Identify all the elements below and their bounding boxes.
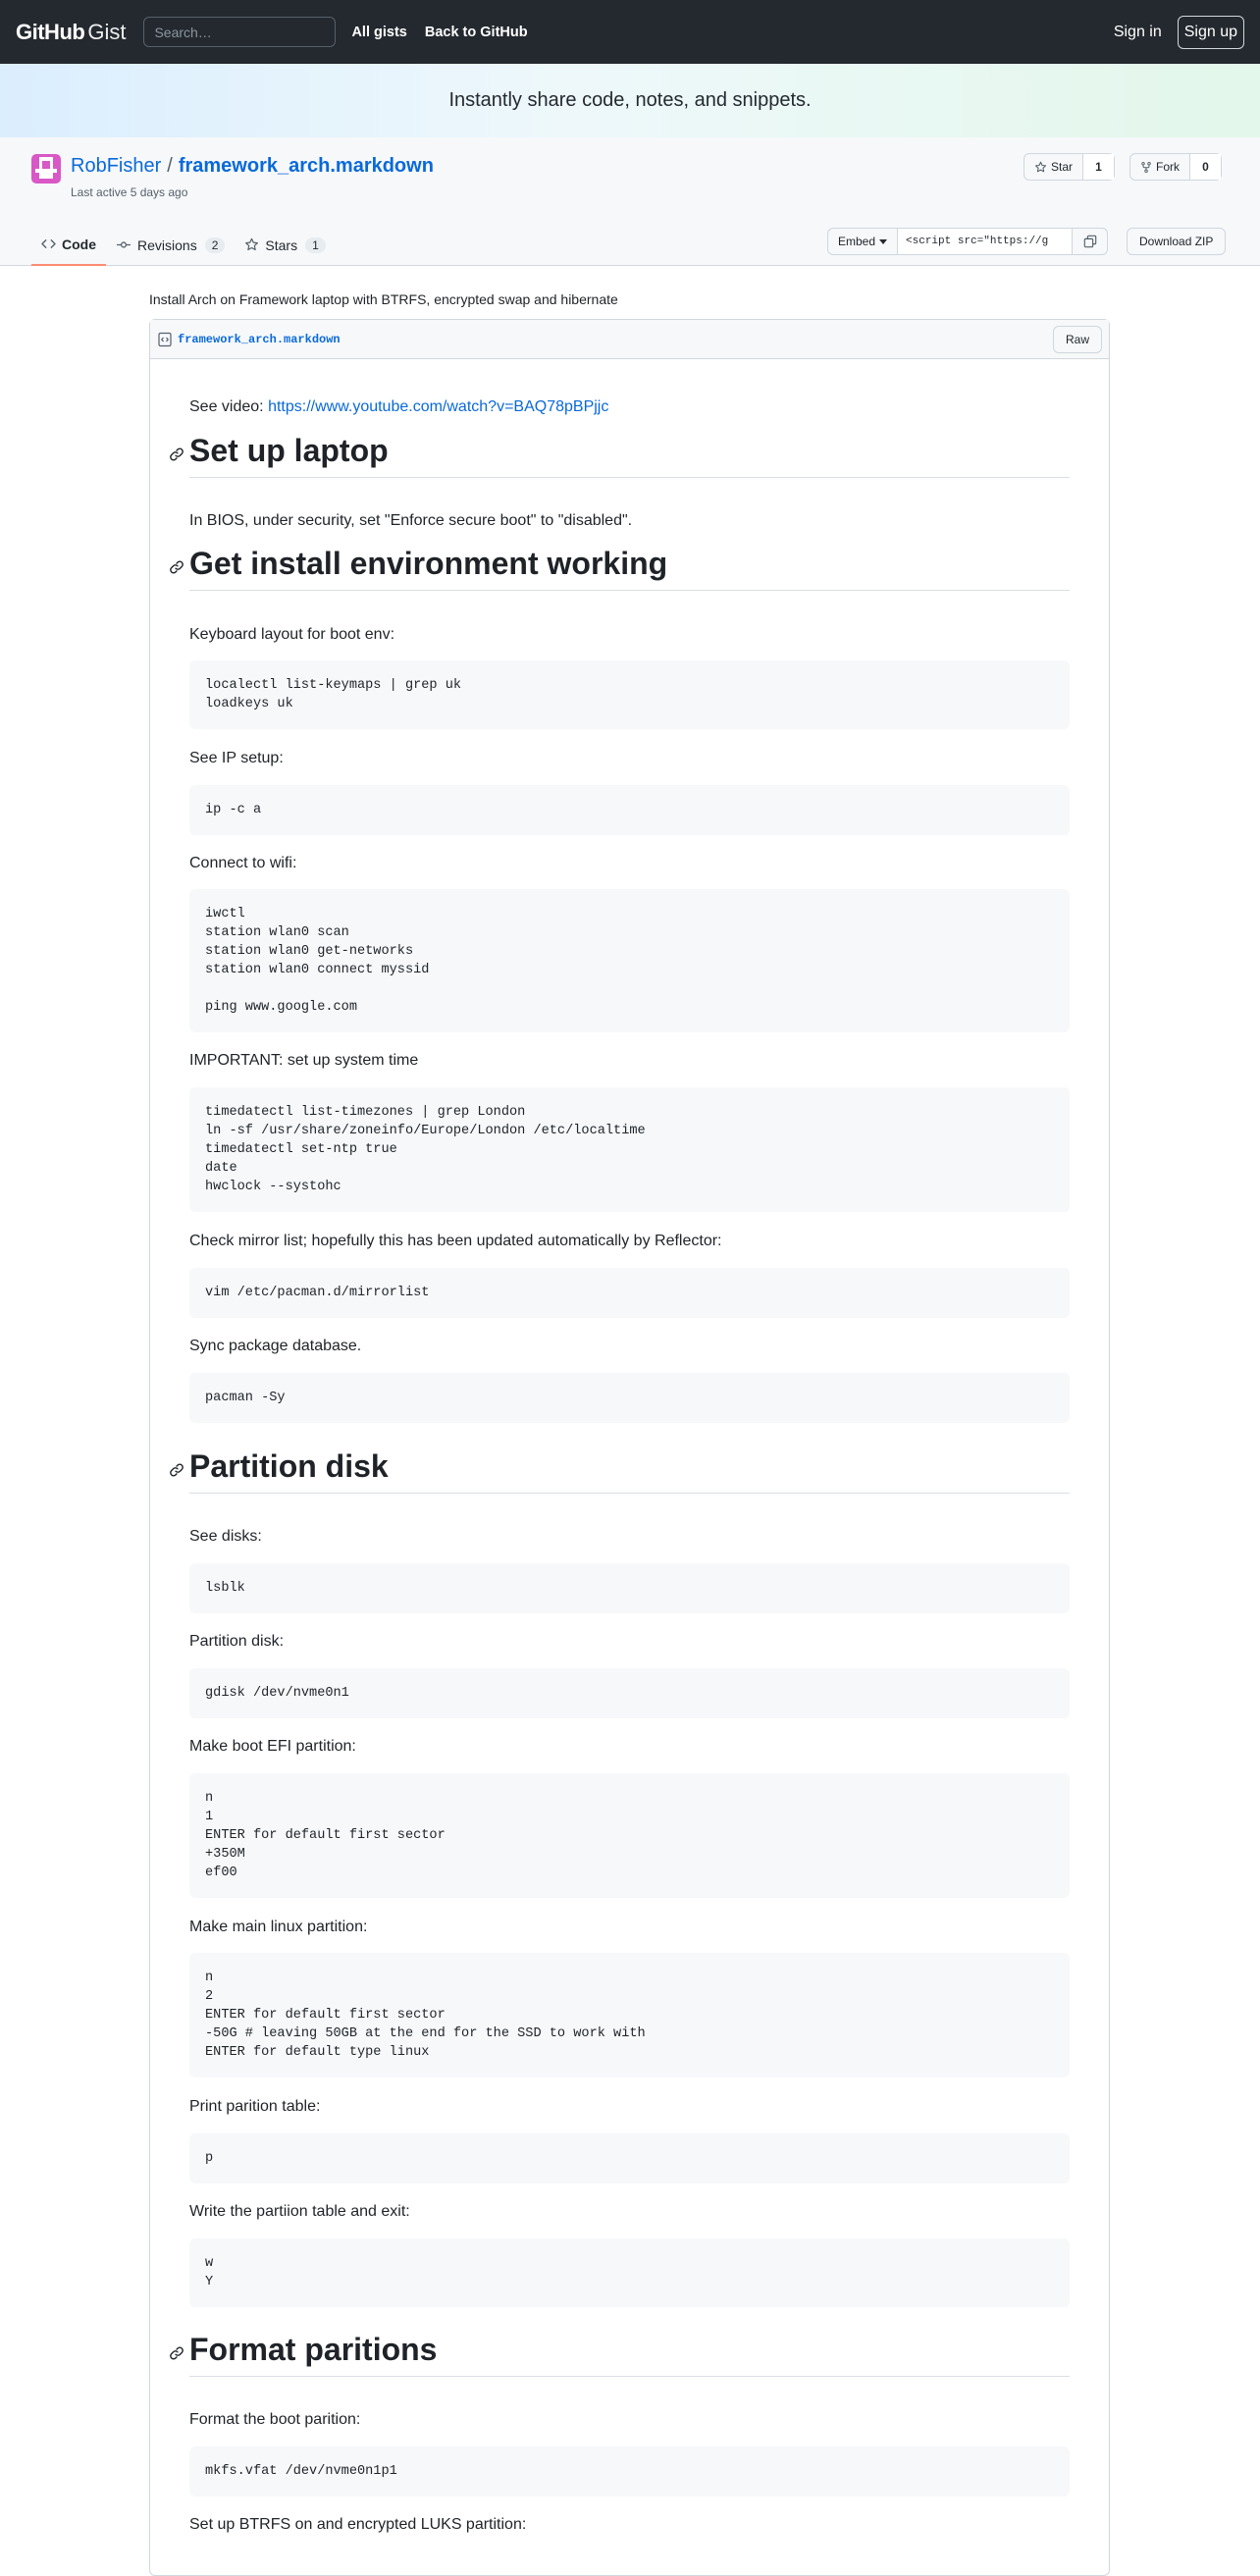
partition-disk-paragraph: Partition disk: xyxy=(189,1633,285,1650)
commit-icon xyxy=(116,238,131,251)
format-boot-paragraph: Format the boot parition: xyxy=(189,2411,361,2428)
code-line: localectl list-keymaps | grep uk xyxy=(205,678,462,693)
fork-icon xyxy=(1140,161,1152,174)
code-line: ef00 xyxy=(205,1866,237,1880)
raw-button[interactable]: Raw xyxy=(1053,326,1102,353)
code-line: 2 xyxy=(205,1989,214,2004)
code-line: +350M xyxy=(205,1847,245,1862)
code-block-ip xyxy=(189,785,1070,835)
code-line: n xyxy=(205,1791,214,1806)
ip-paragraph: See IP setup: xyxy=(189,750,284,766)
copy-button[interactable] xyxy=(1073,228,1108,255)
code-line: pacman -Sy xyxy=(205,1391,286,1405)
fork-button-group xyxy=(1129,153,1222,181)
title-separator: / xyxy=(167,155,173,177)
gist-description: Install Arch on Framework laptop with BTRFS, encrypted swap and hibernate xyxy=(149,291,618,307)
code-line: -50G # leaving 50GB at the end for the SSD to work with xyxy=(205,2026,646,2041)
code-icon xyxy=(41,237,56,250)
code-block-mkfs xyxy=(189,2446,1070,2497)
file-box xyxy=(149,319,1110,2576)
heading-set-up-laptop xyxy=(189,433,1070,478)
gist-title xyxy=(71,155,434,178)
heading-text: Set up laptop xyxy=(189,433,389,468)
star-count[interactable]: 1 xyxy=(1082,154,1114,180)
banner-text: Instantly share code, notes, and snippets. xyxy=(448,89,812,111)
tab-revisions[interactable] xyxy=(106,224,235,266)
code-line: n xyxy=(205,1971,214,1985)
last-active-text: Last active 5 days ago xyxy=(71,185,188,199)
code-line: vim /etc/pacman.d/mirrorlist xyxy=(205,1286,430,1300)
heading-partition-disk xyxy=(189,1448,1070,1494)
fork-label: Fork xyxy=(1156,160,1180,174)
video-prefix: See video: xyxy=(189,398,269,415)
code-line: 1 xyxy=(205,1810,214,1824)
code-line: station wlan0 get-networks xyxy=(205,944,414,959)
nav-all-gists[interactable]: All gists xyxy=(351,24,407,40)
wifi-paragraph: Connect to wifi: xyxy=(189,855,297,871)
code-block-efi xyxy=(189,1773,1070,1898)
revisions-counter: 2 xyxy=(205,237,226,253)
heading-format-partitions xyxy=(189,2332,1070,2377)
fork-count[interactable]: 0 xyxy=(1189,154,1221,180)
code-line: ip -c a xyxy=(205,803,262,817)
github-gist-logo[interactable] xyxy=(16,20,126,45)
code-line: timedatectl list-timezones | grep London xyxy=(205,1105,526,1120)
sign-up-button[interactable]: Sign up xyxy=(1178,16,1244,49)
heading-text: Format paritions xyxy=(189,2332,438,2367)
star-icon xyxy=(244,237,259,252)
code-block-wifi xyxy=(189,889,1070,1032)
gist-name-link[interactable]: framework_arch.markdown xyxy=(178,155,434,177)
code-line: mkfs.vfat /dev/nvme0n1p1 xyxy=(205,2464,397,2479)
code-block-gdisk xyxy=(189,1668,1070,1718)
code-block-keyboard xyxy=(189,660,1070,729)
nav-back-to-github[interactable]: Back to GitHub xyxy=(424,24,528,40)
star-icon xyxy=(1034,161,1047,174)
linux-paragraph: Make main linux partition: xyxy=(189,1919,368,1935)
see-disks-paragraph: See disks: xyxy=(189,1528,262,1545)
tab-stars-label: Stars xyxy=(265,237,298,253)
tab-stars[interactable] xyxy=(235,224,335,266)
code-block-write xyxy=(189,2238,1070,2307)
embed-label: Embed xyxy=(838,235,876,248)
bios-paragraph: In BIOS, under security, set "Enforce secure boot" to "disabled". xyxy=(189,512,633,529)
code-block-mirror xyxy=(189,1268,1070,1318)
code-block-lsblk xyxy=(189,1563,1070,1613)
code-line: ENTER for default first sector xyxy=(205,1828,446,1843)
download-zip-button[interactable]: Download ZIP xyxy=(1127,228,1226,255)
star-button-group xyxy=(1024,153,1115,181)
sync-paragraph: Sync package database. xyxy=(189,1338,362,1354)
code-line: iwctl xyxy=(205,907,245,921)
code-line: w xyxy=(205,2256,214,2271)
link-icon[interactable] xyxy=(169,447,184,462)
code-block-time xyxy=(189,1087,1070,1212)
heading-install-environment xyxy=(189,546,1070,591)
copy-icon xyxy=(1083,235,1097,248)
tab-revisions-label: Revisions xyxy=(137,237,197,253)
file-header xyxy=(150,320,1109,359)
search-input[interactable] xyxy=(143,17,336,47)
embed-url-input[interactable] xyxy=(898,228,1073,255)
tab-code-label: Code xyxy=(62,236,96,252)
code-line: station wlan0 scan xyxy=(205,925,349,940)
hero-banner xyxy=(0,64,1260,137)
link-icon[interactable] xyxy=(169,1462,184,1478)
code-line: Y xyxy=(205,2275,214,2289)
code-line: loadkeys uk xyxy=(205,697,293,711)
code-line: station wlan0 connect myssid xyxy=(205,963,430,977)
code-line: ENTER for default first sector xyxy=(205,2008,446,2023)
code-line: lsblk xyxy=(205,1581,245,1596)
top-navbar xyxy=(0,0,1260,64)
code-line: hwclock --systohc xyxy=(205,1180,341,1194)
code-block-linux xyxy=(189,1953,1070,2077)
logo-github-text: GitHub xyxy=(16,19,85,44)
code-block-sync xyxy=(189,1373,1070,1423)
efi-paragraph: Make boot EFI partition: xyxy=(189,1738,356,1755)
code-line: ln -sf /usr/share/zoneinfo/Europe/London /etc/localtime xyxy=(205,1124,646,1138)
video-paragraph xyxy=(189,398,608,416)
author-link[interactable]: RobFisher xyxy=(71,155,162,177)
logo-gist-text: Gist xyxy=(87,19,127,44)
link-icon[interactable] xyxy=(169,559,184,575)
tab-code[interactable] xyxy=(31,224,106,266)
code-line: ENTER for default type linux xyxy=(205,2045,430,2060)
code-line: gdisk /dev/nvme0n1 xyxy=(205,1686,349,1701)
embed-dropdown-button[interactable] xyxy=(827,228,898,255)
fork-button[interactable] xyxy=(1130,154,1189,180)
btrfs-paragraph: Set up BTRFS on and encrypted LUKS partition: xyxy=(189,2516,527,2533)
code-block-print xyxy=(189,2133,1070,2183)
caret-down-icon xyxy=(879,239,887,244)
file-code-icon xyxy=(158,332,172,347)
mirror-paragraph: Check mirror list; hopefully this has been updated automatically by Reflector: xyxy=(189,1233,722,1249)
code-line: date xyxy=(205,1161,237,1176)
stars-counter: 1 xyxy=(305,237,326,253)
time-paragraph: IMPORTANT: set up system time xyxy=(189,1052,419,1069)
code-line: ping www.google.com xyxy=(205,1000,357,1015)
embed-group xyxy=(827,228,1108,255)
code-line: p xyxy=(205,2151,214,2166)
print-paragraph: Print parition table: xyxy=(189,2098,321,2115)
code-line xyxy=(205,979,1054,998)
code-line: timedatectl set-ntp true xyxy=(205,1142,397,1157)
write-paragraph: Write the partiion table and exit: xyxy=(189,2203,410,2220)
sign-in-link[interactable]: Sign in xyxy=(1113,23,1162,40)
gist-header xyxy=(0,137,1260,266)
gist-tabs xyxy=(31,224,336,266)
heading-text: Partition disk xyxy=(189,1448,389,1484)
star-button[interactable] xyxy=(1024,154,1082,180)
link-icon[interactable] xyxy=(169,2345,184,2361)
file-name-link[interactable]: framework_arch.markdown xyxy=(178,332,341,346)
video-link[interactable]: https://www.youtube.com/watch?v=BAQ78pBPjjc xyxy=(268,398,609,415)
avatar[interactable] xyxy=(31,154,61,184)
heading-text: Get install environment working xyxy=(189,546,668,581)
keyboard-paragraph: Keyboard layout for boot env: xyxy=(189,626,395,643)
star-label: Star xyxy=(1051,160,1074,174)
